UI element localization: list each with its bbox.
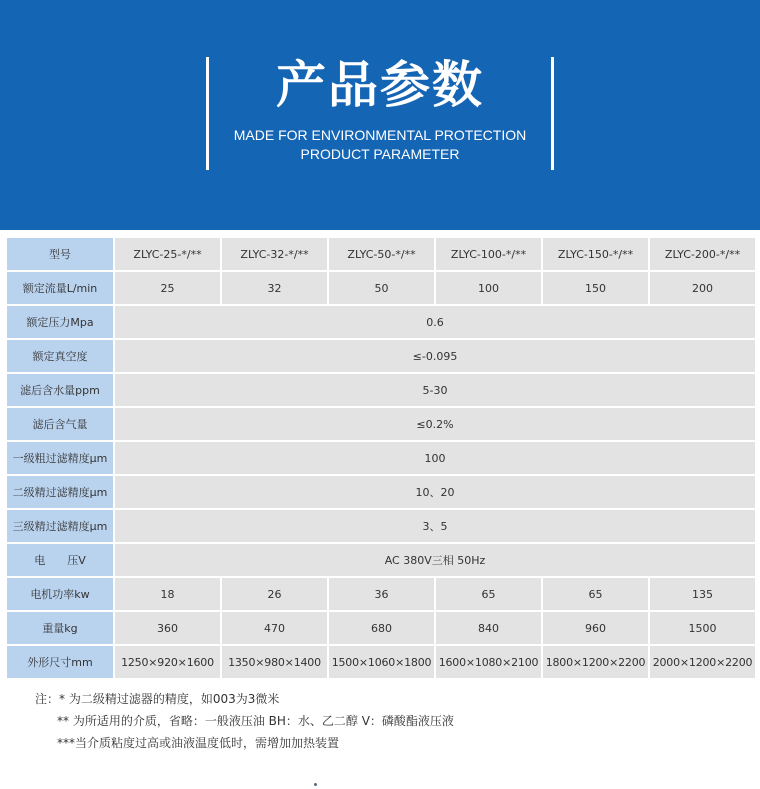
table-cell: 960 <box>543 612 648 644</box>
table-cell: 680 <box>329 612 434 644</box>
table-row <box>7 544 755 576</box>
table-cell: 18 <box>115 578 220 610</box>
row-label: 额定压力Mpa <box>7 306 113 338</box>
table-row <box>7 408 755 440</box>
table-row <box>7 578 755 610</box>
merged-cell: ≤0.2% <box>115 408 755 440</box>
row-label: 二级精过滤精度μm <box>7 476 113 508</box>
row-label: 滤后含水量ppm <box>7 374 113 406</box>
row-label: 额定流量L/min <box>7 272 113 304</box>
table-cell: 1800×1200×2200 <box>543 646 648 678</box>
merged-cell: 100 <box>115 442 755 474</box>
table-header-row <box>7 238 755 270</box>
subtitle-line-2: PRODUCT PARAMETER <box>300 146 460 162</box>
footnotes <box>35 688 454 754</box>
table-cell: 1600×1080×2100 <box>436 646 541 678</box>
row-label: 电机功率kw <box>7 578 113 610</box>
subtitle-line-1: MADE FOR ENVIRONMENTAL PROTECTION <box>233 127 527 143</box>
model-name: ZLYC-150-*/** <box>543 238 648 270</box>
model-name: ZLYC-50-*/** <box>329 238 434 270</box>
merged-cell: 5-30 <box>115 374 755 406</box>
model-name: ZLYC-200-*/** <box>650 238 755 270</box>
table-cell: 150 <box>543 272 648 304</box>
table-row <box>7 646 755 678</box>
table-cell: 32 <box>222 272 327 304</box>
table-cell: 1350×980×1400 <box>222 646 327 678</box>
table-row <box>7 306 755 338</box>
model-name: ZLYC-32-*/** <box>222 238 327 270</box>
table-cell: 1500 <box>650 612 755 644</box>
table-row <box>7 510 755 542</box>
table-cell: 840 <box>436 612 541 644</box>
table-cell: 360 <box>115 612 220 644</box>
row-label: 重量kg <box>7 612 113 644</box>
page-title: 产品参数 <box>276 56 484 114</box>
row-label: 外形尺寸mm <box>7 646 113 678</box>
table-row <box>7 374 755 406</box>
table-cell: 65 <box>436 578 541 610</box>
parameter-table <box>5 236 757 680</box>
row-label: 一级粗过滤精度μm <box>7 442 113 474</box>
table-cell: 36 <box>329 578 434 610</box>
model-name: ZLYC-25-*/** <box>115 238 220 270</box>
merged-cell: AC 380V三相 50Hz <box>115 544 755 576</box>
header-label: 型号 <box>7 238 113 270</box>
footnote-3: ***当介质粘度过高或油液温度低时，需增加加热装置 <box>57 736 340 750</box>
table-cell: 1500×1060×1800 <box>329 646 434 678</box>
table-cell: 25 <box>115 272 220 304</box>
table-cell: 50 <box>329 272 434 304</box>
row-label: 三级精过滤精度μm <box>7 510 113 542</box>
table-cell: 1250×920×1600 <box>115 646 220 678</box>
row-label: 滤后含气量 <box>7 408 113 440</box>
table-cell: 100 <box>436 272 541 304</box>
table-cell: 2000×1200×2200 <box>650 646 755 678</box>
footnote-2: ** 为所适用的介质，省略：一般液压油 BH：水、乙二醇 V：磷酸酯液压液 <box>57 714 454 728</box>
table-cell: 470 <box>222 612 327 644</box>
table-row <box>7 340 755 372</box>
table-row <box>7 442 755 474</box>
table-cell: 135 <box>650 578 755 610</box>
table-cell: 200 <box>650 272 755 304</box>
footnote-1: 注：* 为二级精过滤器的精度，如003为3微米 <box>35 692 280 706</box>
table-row <box>7 476 755 508</box>
table-row <box>7 272 755 304</box>
row-label: 额定真空度 <box>7 340 113 372</box>
table-row <box>7 612 755 644</box>
merged-cell: 0.6 <box>115 306 755 338</box>
table-cell: 26 <box>222 578 327 610</box>
model-name: ZLYC-100-*/** <box>436 238 541 270</box>
decorative-dot <box>314 783 317 786</box>
merged-cell: 3、5 <box>115 510 755 542</box>
row-label: 电 压V <box>7 544 113 576</box>
merged-cell: ≤-0.095 <box>115 340 755 372</box>
table-cell: 65 <box>543 578 648 610</box>
header-banner <box>0 0 760 230</box>
merged-cell: 10、20 <box>115 476 755 508</box>
